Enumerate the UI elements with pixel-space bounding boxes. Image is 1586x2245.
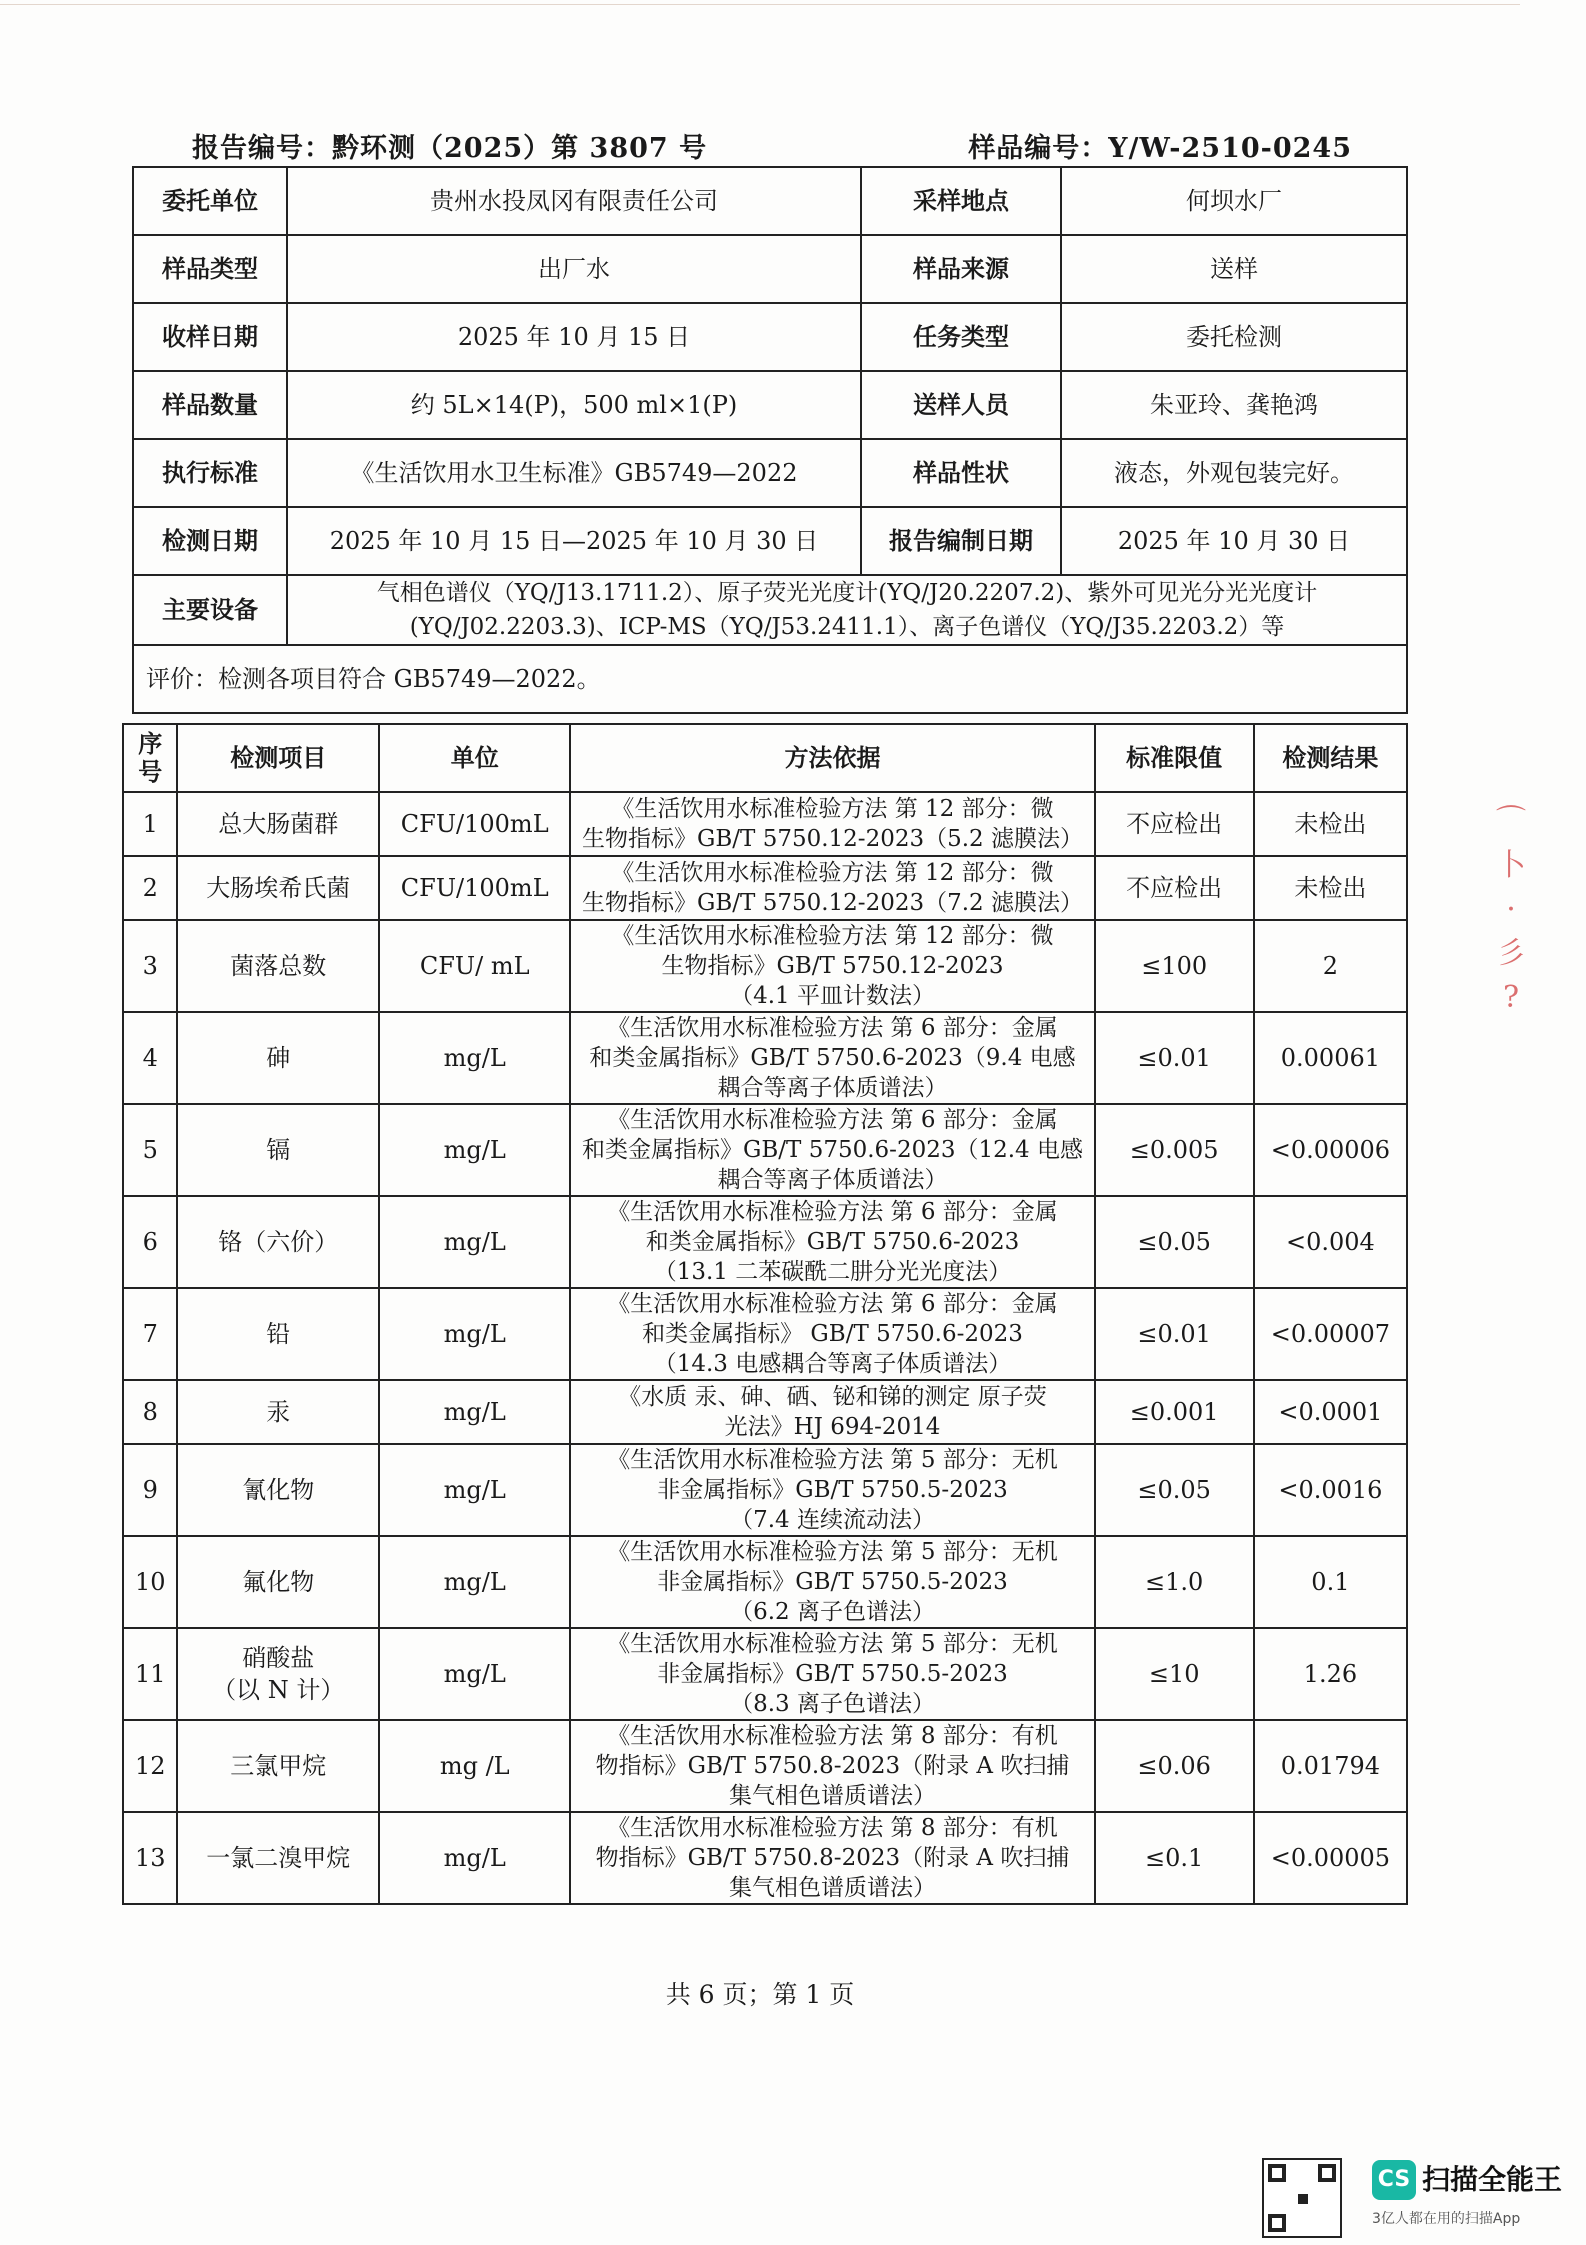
unit: CFU/100mL [379,856,570,920]
method-line: 《生活饮用水标准检验方法 第 6 部分：金属 [607,1199,1058,1225]
col-header-method: 方法依据 [570,724,1094,792]
row-number: 5 [123,1104,177,1196]
test-result: 0.00061 [1254,1012,1407,1104]
stamp-glyph: ⌒ [1496,804,1526,839]
standard-limit: ≤0.005 [1095,1104,1254,1196]
table-row [123,856,1407,920]
method-line: 集气相色谱质谱法） [729,1875,936,1901]
info-row [133,303,1407,371]
method-basis [570,1536,1094,1628]
test-result: 1.26 [1254,1628,1407,1720]
info-row [133,645,1407,713]
test-result: 未检出 [1254,856,1407,920]
method-line: 和类金属指标》GB/T 5750.6-2023（12.4 电感 [582,1137,1083,1163]
test-item-name: 砷 [266,1044,291,1072]
test-result: <0.00006 [1254,1104,1407,1196]
method-basis [570,1812,1094,1904]
table-row [123,1288,1407,1380]
test-item-name: 大肠埃希氏菌 [206,874,351,902]
stamp-glyph: · [1506,892,1516,927]
standard-limit: 不应检出 [1095,856,1254,920]
method-line: （8.3 离子色谱法） [730,1691,935,1717]
results-table [122,723,1408,1905]
test-item [177,920,379,1012]
col-header-result: 检测结果 [1254,724,1407,792]
method-line: 和类金属指标》 GB/T 5750.6-2023 [642,1321,1023,1347]
unit: mg/L [379,1288,570,1380]
evaluation: 评价：检测各项目符合 GB5749—2022。 [133,645,1407,713]
test-item [177,792,379,856]
row-number: 8 [123,1380,177,1444]
method-line: （13.1 二苯碳酰二肼分光光度法） [653,1259,1012,1285]
unit: mg/L [379,1444,570,1536]
sender-value: 朱亚玲、龚艳鸿 [1061,371,1407,439]
row-number: 7 [123,1288,177,1380]
std-label: 执行标准 [133,439,287,507]
cs-logo-icon: CS [1372,2160,1416,2200]
method-line: 《水质 汞、砷、硒、铋和锑的测定 原子荧 [618,1384,1047,1410]
state-value: 液态，外观包装完好。 [1061,439,1407,507]
row-number: 12 [123,1720,177,1812]
stamp-glyph: 卜 [1496,848,1526,883]
test-result: <0.0001 [1254,1380,1407,1444]
page-top-edge [0,4,1520,5]
equip-label: 主要设备 [133,575,287,645]
method-line: 生物指标》GB/T 5750.12-2023（5.2 滤膜法） [582,826,1083,852]
row-number: 3 [123,920,177,1012]
recv-value: 2025 年 10 月 15 日 [287,303,861,371]
unit: CFU/ mL [379,920,570,1012]
method-basis [570,792,1094,856]
method-line: （6.2 离子色谱法） [730,1599,935,1625]
test-item-note: （以 N 计） [212,1676,345,1704]
task-label: 任务类型 [861,303,1061,371]
method-line: 光法》HJ 694-2014 [724,1414,941,1440]
test-item-name: 汞 [266,1398,291,1426]
equip-line-1: 气相色谱仪（YQ/J13.1711.2）、原子荧光光度计(YQ/J20.2207.2)、紫外可见光分光光度计 [376,580,1318,606]
table-row [123,1196,1407,1288]
row-number: 11 [123,1628,177,1720]
standard-limit: ≤0.05 [1095,1196,1254,1288]
method-line: 物指标》GB/T 5750.8-2023（附录 A 吹扫捕 [595,1753,1070,1779]
method-line: 生物指标》GB/T 5750.12-2023 [661,953,1004,979]
method-line: 和类金属指标》GB/T 5750.6-2023（9.4 电感 [589,1045,1076,1071]
source-value: 送样 [1061,235,1407,303]
test-result: 未检出 [1254,792,1407,856]
row-number: 10 [123,1536,177,1628]
seal-stamp-fragment [1496,800,1526,1100]
test-item [177,1812,379,1904]
unit: CFU/100mL [379,792,570,856]
test-item-name: 硝酸盐 [242,1644,315,1672]
compile-label: 报告编制日期 [861,507,1061,575]
test-item-name: 三氯甲烷 [230,1752,327,1780]
test-result: <0.00007 [1254,1288,1407,1380]
method-line: 集气相色谱质谱法） [729,1783,936,1809]
testdate-value: 2025 年 10 月 15 日—2025 年 10 月 30 日 [287,507,861,575]
method-line: 《生活饮用水标准检验方法 第 6 部分：金属 [607,1291,1058,1317]
table-row [123,1444,1407,1536]
standard-limit: 不应检出 [1095,792,1254,856]
method-line: 生物指标》GB/T 5750.12-2023（7.2 滤膜法） [582,890,1083,916]
standard-limit: ≤10 [1095,1628,1254,1720]
stamp-glyph: 彡 [1496,936,1526,971]
results-body [123,724,1407,1904]
method-line: （14.3 电感耦合等离子体质谱法） [653,1351,1012,1377]
method-line: 《生活饮用水标准检验方法 第 12 部分：微 [611,923,1054,949]
state-label: 样品性状 [861,439,1061,507]
method-line: 《生活饮用水标准检验方法 第 6 部分：金属 [607,1107,1058,1133]
standard-limit: ≤0.1 [1095,1812,1254,1904]
method-line: 《生活饮用水标准检验方法 第 5 部分：无机 [607,1447,1058,1473]
test-item-name: 铅 [266,1320,291,1348]
scanner-watermark [1262,2156,1562,2236]
method-line: 非金属指标》GB/T 5750.5-2023 [657,1569,1008,1595]
test-item-name: 总大肠菌群 [218,810,339,838]
method-basis [570,920,1094,1012]
unit: mg/L [379,1380,570,1444]
test-result: <0.004 [1254,1196,1407,1288]
info-row [133,167,1407,235]
test-result: 0.1 [1254,1536,1407,1628]
table-row [123,1012,1407,1104]
qr-code-icon [1262,2158,1342,2238]
test-item-name: 铬（六价） [218,1228,339,1256]
method-basis [570,856,1094,920]
equip-line-2: (YQ/J02.2203.3)、ICP-MS（YQ/J53.2411.1）、离子色谱仪（YQ/J35.2203.2）等 [409,614,1285,640]
sample-info-table [132,166,1408,714]
unit: mg/L [379,1812,570,1904]
test-item [177,1720,379,1812]
client-label: 委托单位 [133,167,287,235]
method-line: 物指标》GB/T 5750.8-2023（附录 A 吹扫捕 [595,1845,1070,1871]
qty-value: 约 5L×14(P)，500 ml×1(P) [287,371,861,439]
table-row [123,1380,1407,1444]
compile-value: 2025 年 10 月 30 日 [1061,507,1407,575]
col-header-limit: 标准限值 [1095,724,1254,792]
standard-limit: ≤0.001 [1095,1380,1254,1444]
recv-label: 收样日期 [133,303,287,371]
table-row [123,920,1407,1012]
table-row [123,1720,1407,1812]
standard-limit: ≤0.05 [1095,1444,1254,1536]
type-label: 样品类型 [133,235,287,303]
page-number: 共 6 页；第 1 页 [665,1980,855,2009]
method-line: 《生活饮用水标准检验方法 第 12 部分：微 [611,860,1054,886]
method-basis [570,1628,1094,1720]
app-name: 扫描全能王 [1422,2163,1563,2196]
test-item-name: 菌落总数 [230,952,327,980]
standard-limit: ≤1.0 [1095,1536,1254,1628]
test-item [177,1012,379,1104]
test-item [177,1288,379,1380]
task-value: 委托检测 [1061,303,1407,371]
method-line: 《生活饮用水标准检验方法 第 8 部分：有机 [607,1815,1058,1841]
test-item [177,1444,379,1536]
col-header-item: 检测项目 [177,724,379,792]
method-line: （7.4 连续流动法） [730,1507,935,1533]
app-tagline: 3亿人都在用的扫描App [1372,2211,1521,2227]
method-line: （4.1 平皿计数法） [730,983,935,1009]
method-basis [570,1288,1094,1380]
method-basis [570,1444,1094,1536]
test-item [177,1628,379,1720]
test-result: <0.00005 [1254,1812,1407,1904]
method-basis [570,1104,1094,1196]
test-item-name: 镉 [266,1136,291,1164]
row-number: 1 [123,792,177,856]
type-value: 出厂水 [287,235,861,303]
source-label: 样品来源 [861,235,1061,303]
method-basis [570,1720,1094,1812]
test-item [177,1104,379,1196]
test-item-name: 一氯二溴甲烷 [206,1844,351,1872]
test-item [177,856,379,920]
row-number: 4 [123,1012,177,1104]
method-basis [570,1196,1094,1288]
sample-number: 样品编号：Y/W-2510-0245 [968,133,1352,164]
table-row [123,792,1407,856]
method-line: 和类金属指标》GB/T 5750.6-2023 [645,1229,1020,1255]
info-row [133,235,1407,303]
test-item [177,1380,379,1444]
standard-limit: ≤0.01 [1095,1288,1254,1380]
test-item-name: 氰化物 [242,1476,315,1504]
testdate-label: 检测日期 [133,507,287,575]
test-result: 2 [1254,920,1407,1012]
unit: mg /L [379,1720,570,1812]
table-row [123,1628,1407,1720]
site-label: 采样地点 [861,167,1061,235]
method-line: 《生活饮用水标准检验方法 第 8 部分：有机 [607,1723,1058,1749]
row-number: 2 [123,856,177,920]
unit: mg/L [379,1196,570,1288]
standard-limit: ≤100 [1095,920,1254,1012]
method-line: 耦合等离子体质谱法） [717,1167,948,1193]
table-row [123,1104,1407,1196]
site-value: 何坝水厂 [1061,167,1407,235]
test-result: <0.0016 [1254,1444,1407,1536]
info-row [133,371,1407,439]
method-line: 《生活饮用水标准检验方法 第 12 部分：微 [611,796,1054,822]
stamp-glyph: ? [1502,980,1520,1015]
info-row [133,439,1407,507]
qty-label: 样品数量 [133,371,287,439]
row-number: 9 [123,1444,177,1536]
method-line: 《生活饮用水标准检验方法 第 6 部分：金属 [607,1015,1058,1041]
report-number: 报告编号：黔环测（2025）第 3807 号 [192,133,708,164]
unit: mg/L [379,1536,570,1628]
standard-limit: ≤0.06 [1095,1720,1254,1812]
row-number: 6 [123,1196,177,1288]
info-row [133,507,1407,575]
client-value: 贵州水投凤冈有限责任公司 [287,167,861,235]
standard-limit: ≤0.01 [1095,1012,1254,1104]
method-line: 耦合等离子体质谱法） [717,1075,948,1101]
info-row [133,575,1407,645]
unit: mg/L [379,1012,570,1104]
method-basis [570,1012,1094,1104]
col-header-no: 序号 [123,724,177,792]
test-item [177,1196,379,1288]
test-result: 0.01794 [1254,1720,1407,1812]
test-item [177,1536,379,1628]
sender-label: 送样人员 [861,371,1061,439]
table-row [123,1536,1407,1628]
method-line: 非金属指标》GB/T 5750.5-2023 [657,1477,1008,1503]
table-row [123,1812,1407,1904]
method-line: 非金属指标》GB/T 5750.5-2023 [657,1661,1008,1687]
unit: mg/L [379,1104,570,1196]
col-header-unit: 单位 [379,724,570,792]
std-value: 《生活饮用水卫生标准》GB5749—2022 [287,439,861,507]
method-line: 《生活饮用水标准检验方法 第 5 部分：无机 [607,1631,1058,1657]
method-line: 《生活饮用水标准检验方法 第 5 部分：无机 [607,1539,1058,1565]
test-item-name: 氟化物 [242,1568,315,1596]
row-number: 13 [123,1812,177,1904]
unit: mg/L [379,1628,570,1720]
table-header-row [123,724,1407,792]
equip-value [287,575,1407,645]
method-basis [570,1380,1094,1444]
